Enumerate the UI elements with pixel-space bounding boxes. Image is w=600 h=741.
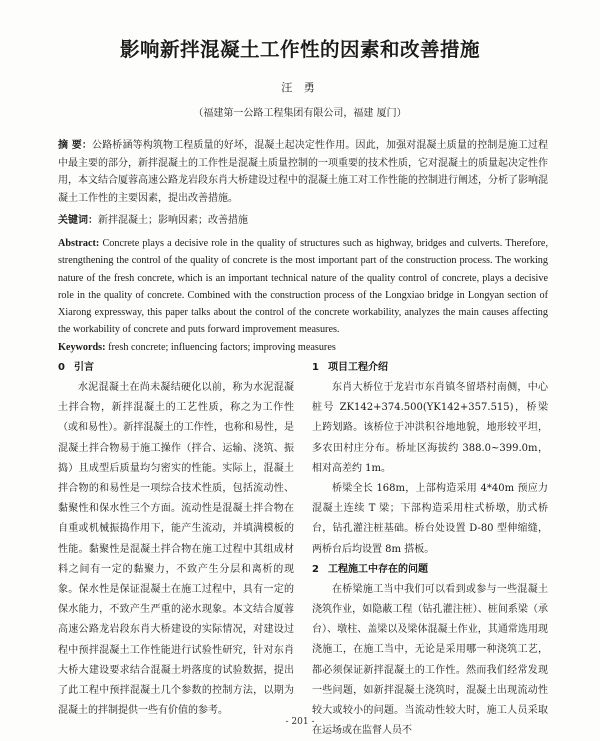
abstract-cn-label: 摘 要： bbox=[58, 140, 93, 151]
abstract-en-label: Abstract: bbox=[58, 238, 100, 249]
section-0-number: 0 bbox=[58, 362, 65, 373]
keywords-cn-text: 新拌混凝土；影响因素；改善措施 bbox=[98, 215, 248, 226]
keywords-cn bbox=[58, 213, 548, 228]
section-2-number: 2 bbox=[312, 563, 319, 575]
section-2-title: 工程施工中存在的问题 bbox=[328, 563, 428, 575]
right-column bbox=[312, 358, 548, 741]
abstract-cn bbox=[58, 137, 548, 207]
left-column bbox=[58, 358, 294, 721]
section-2-heading bbox=[312, 560, 548, 580]
paper-title: 影响新拌混凝土工作性的因素和改善措施 bbox=[119, 38, 480, 61]
author-name: 汪 勇 bbox=[281, 81, 319, 94]
section-0-title: 引言 bbox=[74, 362, 94, 373]
abstract-cn-text: 公路桥涵等构筑物工程质量的好坏，混凝土起决定性作用。因此，加强对混凝土质量的控制是施工过程中最主要的部分，新拌混凝土的工作性是混凝土质量控制的一项重要的技术性质，它对混凝土的质量起决定性作用，本文结合厦蓉高速公路龙岩段东肖大桥建设过程中的混凝土施工对工作性能的控制进行阐述，分析了影响混凝土工作性的主要因素，提出改善措施。 bbox=[58, 140, 549, 204]
keywords-en-label: Keywords: bbox=[58, 342, 106, 353]
section-0-heading bbox=[58, 358, 294, 378]
section-1-number: 1 bbox=[312, 362, 319, 373]
section-1-paragraph-1: 东肖大桥位于龙岩市东肖镇冬留塔村南侧，中心桩号 ZK142+374.500(YK142+357.515)，桥梁上跨划路。该桥位于冲洪积谷地地貌，地形较平坦，多农田村庄分布。桥址区海拔约 388.0~399.0m，相对高差约 1m。 bbox=[312, 382, 548, 474]
author-affiliation: （福建第一公路工程集团有限公司，福建 厦门） bbox=[193, 108, 407, 119]
section-1-paragraph-2: 桥梁全长 168m，上部构造采用 4*40m 预应力混凝土连续 T 梁；下部构造采用柱式桥墩，肋式桥台，钻孔灌注桩基础。桥台处设置 D-80 型伸缩缝，两桥台后均设置 8m 搭板。 bbox=[312, 483, 548, 555]
page-number: - 201 - bbox=[285, 717, 315, 727]
keywords-cn-label: 关键词： bbox=[58, 215, 98, 226]
section-0-paragraph: 水泥混凝土在尚未凝结硬化以前，称为水泥混凝土拌合物，新拌混凝土的工艺性质，称之为工作性（或和易性）。新拌混凝土的工作性，也称和易性，是混凝土拌合物易于施工操作（拌合、运输、浇筑、振捣）且成型后质量均匀密实的性能。实际上，混凝土拌合物的和易性是一项综合技术性质，包括流动性、黏聚性和保水性三个方面。流动性是混凝土拌合物在自重或机械振捣作用下，能产生流动，并填满模板的性能。黏聚性是混凝土拌合物在施工过程中其组成材料之间有一定的黏聚力，不致产生分层和离析的现象。保水性是保证混凝土在施工过程中，具有一定的保水能力，不致产生严重的泌水现象。本文结合厦蓉高速公路龙岩段东肖大桥建设的实际情况，对建设过程中预拌混凝土工作性能进行试验性研究，针对东肖大桥大建设要求结合混凝土坍落度的试验数据，提出了此工程中预拌混凝土几个参数的控制方法，以期为混凝土的拌制提供一些有价值的参考。 bbox=[58, 382, 294, 717]
section-1-title: 项目工程介绍 bbox=[328, 362, 388, 373]
abstract-en-text: Concrete plays a decisive role in the quality of structures such as highway, bridges and culverts. Therefore, strengthening the control of the quality of concrete is the most important part of the construction process. The working nature of the fresh concrete, which is an important technical nature of the quality control of concrete, plays a decisive role in the quality of concrete. Combined with the construction process of the Longxiao bridge in Longyan section of Xiarong expressway, this paper talks about the control of the concrete workability, analyzes the main causes affecting the workability of concrete and puts forward improvement measures. bbox=[58, 238, 548, 336]
keywords-en bbox=[58, 340, 548, 355]
section-2-paragraph: 在桥梁施工当中我们可以看到或参与一些混凝土浇筑作业，如隐蔽工程（钻孔灌注桩）、桩间系梁（承台）、墩柱、盖梁以及梁体混凝土作业，其通常选用现浇施工，在施工当中，无论是采用哪一种浇筑工艺，都必须保证新拌混凝土的工作性。然而我们经常发现一些问题，如新拌混凝土浇筑时，混凝土出现流动性较大或较小的问题。当流动性较大时，施工人员采取在运场或在监督人员不 bbox=[312, 583, 548, 737]
keywords-en-text: fresh concrete; influencing factors; improving measures bbox=[108, 342, 336, 353]
abstract-en bbox=[58, 235, 548, 339]
section-1-heading bbox=[312, 358, 548, 378]
